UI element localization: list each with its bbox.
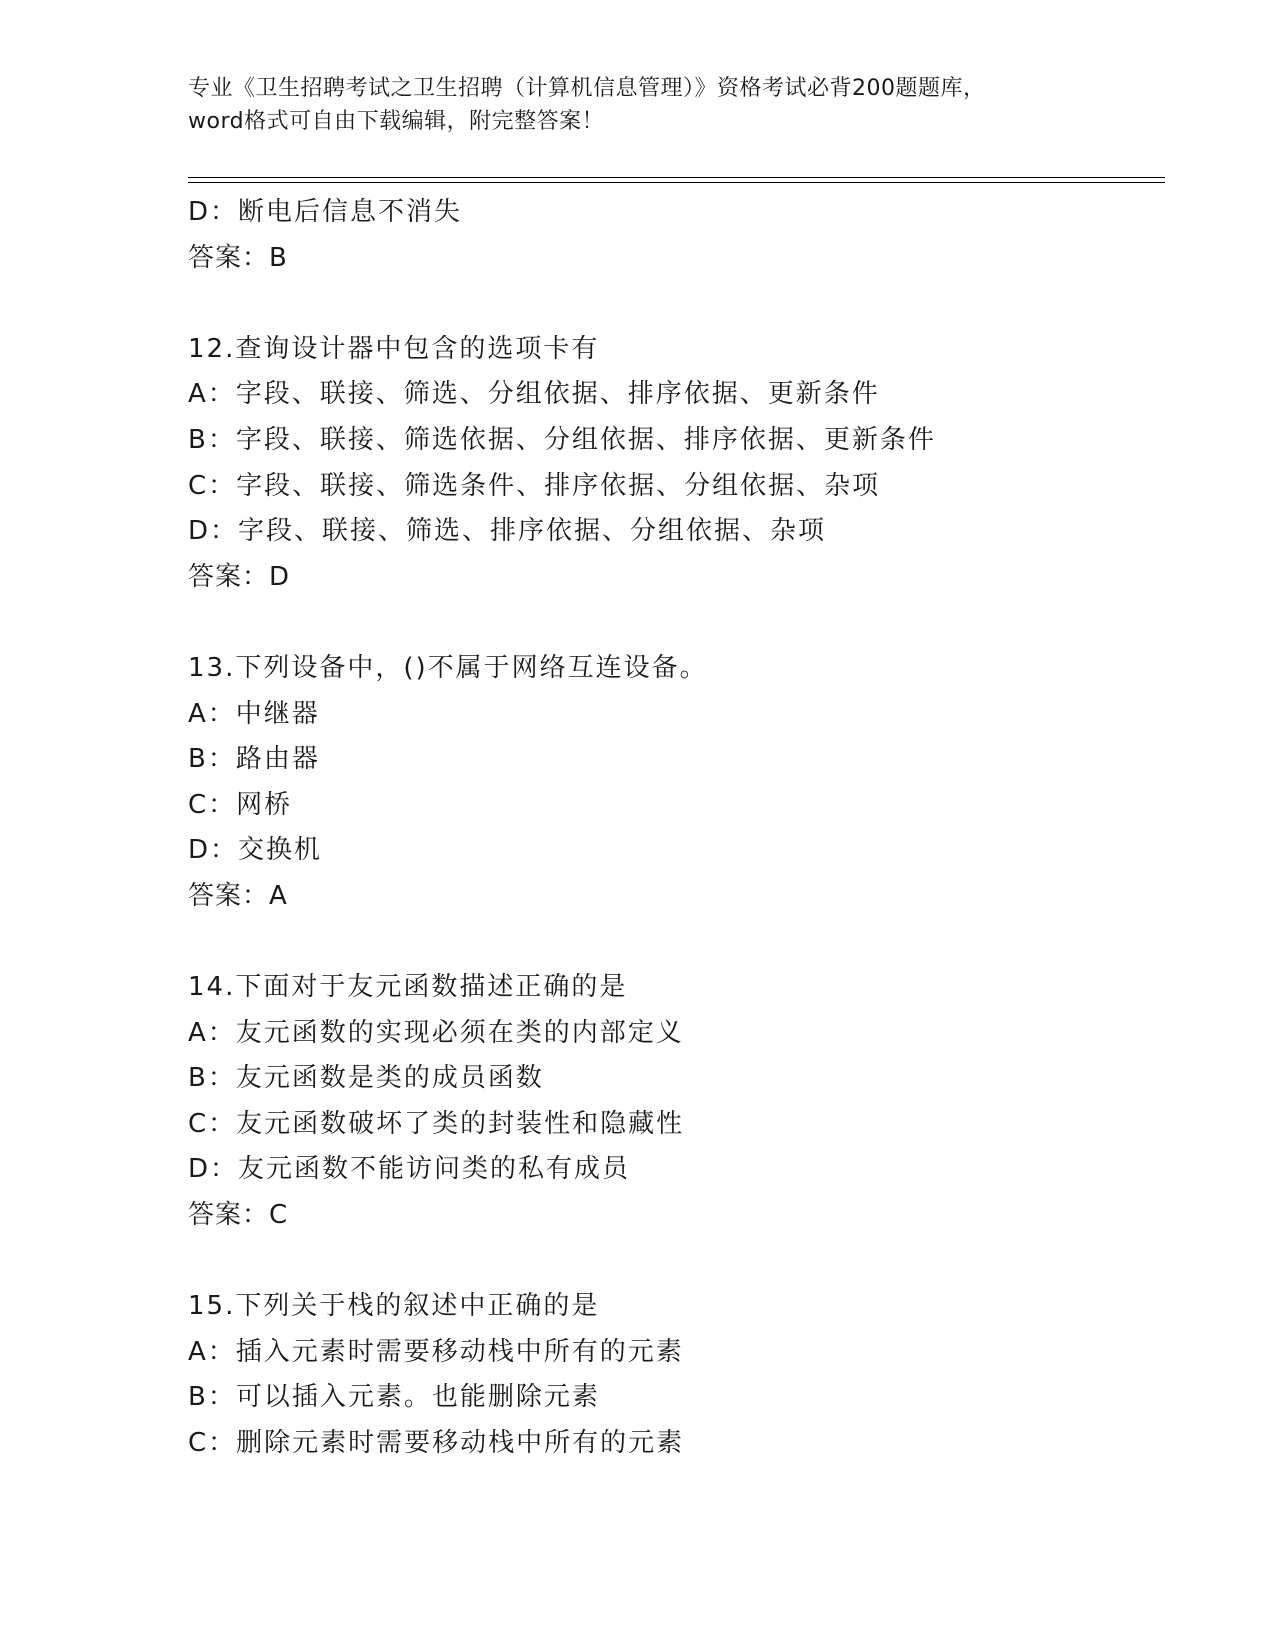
q13-option-a: A：中继器 [188, 698, 320, 729]
q14-option-c: C：友元函数破坏了类的封装性和隐藏性 [188, 1108, 685, 1139]
header-title-line-2: word格式可自由下载编辑，附完整答案！ [188, 109, 605, 134]
header-divider-bottom [188, 182, 1165, 183]
header-title-line-1: 专业《卫生招聘考试之卫生招聘（计算机信息管理）》资格考试必背200题题库， [188, 76, 986, 101]
q15-option-a: A：插入元素时需要移动栈中所有的元素 [188, 1336, 684, 1367]
spacer [188, 281, 1168, 327]
q12-option-b: B：字段、联接、筛选依据、分组依据、排序依据、更新条件 [188, 424, 936, 455]
q14-option-d: D：友元函数不能访问类的私有成员 [188, 1154, 631, 1185]
q12-stem: 12.查询设计器中包含的选项卡有 [188, 333, 600, 364]
q13-answer: 答案：A [188, 880, 288, 911]
q13-option-b: B：路由器 [188, 744, 320, 775]
q14-option-a: A：友元函数的实现必须在类的内部定义 [188, 1017, 684, 1048]
q15-option-c: C：删除元素时需要移动栈中所有的元素 [188, 1428, 685, 1459]
question-list [188, 190, 1168, 1467]
q12-option-a: A：字段、联接、筛选、分组依据、排序依据、更新条件 [188, 379, 880, 410]
q11-option-d: D：断电后信息不消失 [188, 197, 463, 227]
q15-option-b: B：可以插入元素。也能删除元素 [188, 1382, 600, 1413]
header-divider-top [188, 177, 1165, 178]
q15-stem: 15.下列关于栈的叙述中正确的是 [188, 1291, 600, 1322]
q13-option-c: C：网桥 [188, 789, 293, 820]
q12-option-c: C：字段、联接、筛选条件、排序依据、分组依据、杂项 [188, 470, 881, 501]
q12-answer: 答案：D [188, 561, 291, 592]
spacer [188, 600, 1168, 646]
spacer [188, 920, 1168, 966]
spacer [188, 1239, 1168, 1285]
q14-stem: 14.下面对于友元函数描述正确的是 [188, 972, 628, 1003]
q12-option-d: D：字段、联接、筛选、排序依据、分组依据、杂项 [188, 516, 827, 547]
document-header [188, 72, 1168, 138]
q14-answer: 答案：C [188, 1200, 289, 1231]
q13-stem: 13.下列设备中，()不属于网络互连设备。 [188, 652, 708, 683]
q13-option-d: D：交换机 [188, 835, 323, 866]
q14-option-b: B：友元函数是类的成员函数 [188, 1063, 544, 1094]
q11-answer: 答案：B [188, 242, 288, 273]
